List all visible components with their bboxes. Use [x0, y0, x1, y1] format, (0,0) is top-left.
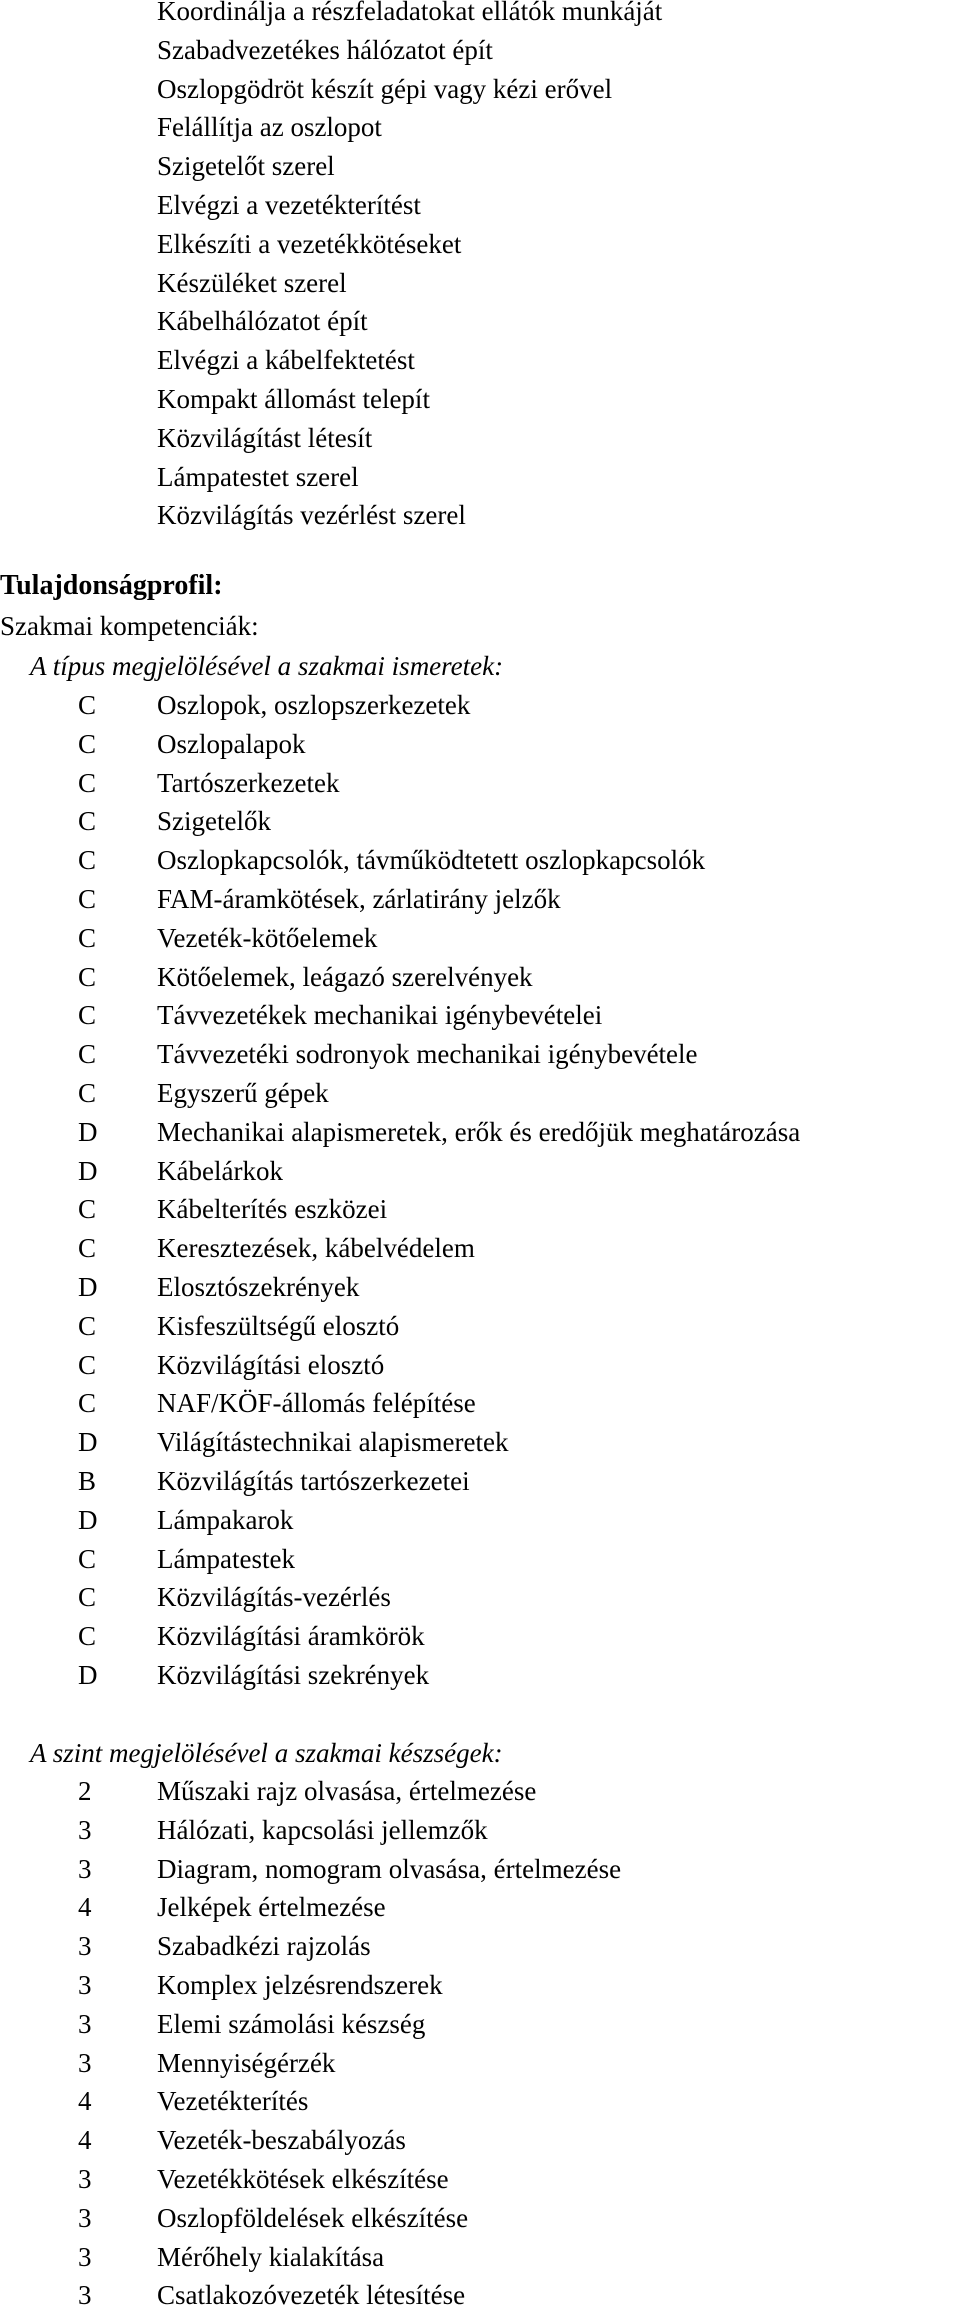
knowledge-type-code: C	[78, 728, 97, 759]
knowledge-type-code: D	[78, 1155, 98, 1186]
skills-heading: A szint megjelölésével a szakmai készségek:	[30, 1738, 503, 1768]
knowledge-text: Kábelárkok	[157, 1155, 283, 1186]
knowledge-type-code: C	[78, 1233, 97, 1264]
knowledge-text: Távvezetékek mechanikai igénybevételei	[157, 1000, 603, 1031]
skill-level: 3	[78, 2047, 92, 2078]
skill-text: Komplex jelzésrendszerek	[157, 1970, 443, 2000]
knowledge-type-code: D	[78, 1272, 98, 1302]
skill-text: Műszaki rajz olvasása, értelmezése	[157, 1776, 537, 1806]
task-item: Oszlopgödröt készít gépi vagy kézi erővel	[157, 73, 613, 104]
task-item: Kompakt állomást telepít	[157, 384, 430, 414]
task-item: Közvilágítás vezérlést szerel	[157, 500, 466, 531]
knowledge-type-code: C	[78, 961, 97, 992]
knowledge-type-code: C	[78, 767, 97, 798]
task-item: Elvégzi a kábelfektetést	[157, 345, 415, 376]
skill-text: Hálózati, kapcsolási jellemzők	[157, 1814, 488, 1845]
knowledge-text: Közvilágítás-vezérlés	[157, 1582, 391, 1613]
knowledge-text: NAF/KÖF-állomás felépítése	[157, 1388, 476, 1419]
knowledge-text: Közvilágítási szekrények	[157, 1660, 430, 1690]
skill-level: 4	[78, 2086, 92, 2117]
knowledge-text: Vezeték-kötőelemek	[157, 922, 378, 953]
knowledge-type-code: D	[78, 1427, 98, 1458]
skill-text: Oszlopföldelések elkészítése	[157, 2202, 469, 2233]
knowledge-type-code: C	[78, 1543, 97, 1574]
task-item: Elkészíti a vezetékkötéseket	[157, 228, 462, 259]
skill-level: 4	[78, 1892, 92, 1923]
knowledge-type-code: C	[78, 1310, 97, 1341]
knowledge-type-code: C	[78, 1078, 97, 1108]
skill-text: Csatlakozóvezeték létesítése	[157, 2280, 466, 2311]
skill-text: Mérőhely kialakítása	[157, 2241, 385, 2272]
knowledge-text: Világítástechnikai alapismeretek	[157, 1427, 509, 1458]
knowledge-text: Oszlopkapcsolók, távműködtetett oszlopkapcsolók	[157, 845, 706, 876]
knowledge-type-code: C	[78, 1039, 97, 1070]
skill-level: 3	[78, 2164, 92, 2194]
knowledge-type-code: C	[78, 1582, 97, 1613]
knowledge-type-code: C	[78, 806, 97, 837]
knowledge-text: Oszlopalapok	[157, 728, 306, 759]
skill-level: 3	[78, 1853, 92, 1884]
knowledge-text: Keresztezések, kábelvédelem	[157, 1233, 475, 1264]
profile-heading: Tulajdonságprofil:	[0, 570, 223, 601]
competencies-heading: Szakmai kompetenciák:	[0, 611, 259, 641]
skill-text: Vezetékterítés	[157, 2086, 309, 2117]
skill-level: 3	[78, 1814, 92, 1845]
knowledge-type-code: C	[78, 845, 97, 876]
knowledge-text: Kábelterítés eszközei	[157, 1194, 388, 1225]
knowledge-text: Mechanikai alapismeretek, erők és eredőjük meghatározása	[157, 1116, 801, 1147]
task-item: Lámpatestet szerel	[157, 461, 359, 492]
task-item: Elvégzi a vezetékterítést	[157, 190, 421, 220]
task-item: Közvilágítást létesít	[157, 422, 373, 453]
knowledge-text: Szigetelők	[157, 806, 271, 837]
skill-level: 2	[78, 1776, 92, 1806]
task-item: Felállítja az oszlopot	[157, 112, 382, 143]
knowledge-type-code: C	[78, 1621, 97, 1652]
task-item: Koordinálja a részfeladatokat ellátók munkáját	[157, 0, 663, 26]
knowledge-text: FAM-áramkötések, zárlatirány jelzők	[157, 884, 561, 914]
knowledge-type-code: C	[78, 884, 97, 914]
knowledge-text: Oszlopok, oszlopszerkezetek	[157, 690, 471, 720]
skill-level: 3	[78, 2008, 92, 2039]
knowledge-type-code: C	[78, 922, 97, 953]
task-item: Szabadvezetékes hálózatot épít	[157, 34, 493, 65]
skill-text: Jelképek értelmezése	[157, 1892, 386, 1923]
knowledge-text: Kisfeszültségű elosztó	[157, 1310, 400, 1341]
knowledge-type-code: B	[78, 1466, 97, 1496]
task-item: Szigetelőt szerel	[157, 151, 335, 182]
knowledge-text: Lámpakarok	[157, 1504, 294, 1535]
knowledge-heading: A típus megjelölésével a szakmai ismeretek:	[30, 651, 504, 681]
skill-text: Diagram, nomogram olvasása, értelmezése	[157, 1853, 622, 1884]
task-item: Készüléket szerel	[157, 267, 347, 298]
knowledge-type-code: C	[78, 1349, 97, 1380]
skill-level: 4	[78, 2125, 92, 2156]
knowledge-type-code: C	[78, 690, 97, 720]
knowledge-text: Közvilágítás tartószerkezetei	[157, 1466, 470, 1496]
skill-level: 3	[78, 2202, 92, 2233]
skill-text: Vezeték-beszabályozás	[157, 2125, 406, 2156]
knowledge-text: Elosztószekrények	[157, 1272, 360, 1302]
skill-level: 3	[78, 1970, 92, 2000]
skill-text: Elemi számolási készség	[157, 2008, 426, 2039]
skill-level: 3	[78, 2280, 92, 2311]
knowledge-text: Kötőelemek, leágazó szerelvények	[157, 961, 533, 992]
knowledge-type-code: D	[78, 1116, 98, 1147]
skill-text: Mennyiségérzék	[157, 2047, 336, 2078]
task-item: Kábelhálózatot épít	[157, 306, 368, 337]
knowledge-type-code: C	[78, 1000, 97, 1031]
skill-level: 3	[78, 1931, 92, 1962]
knowledge-type-code: D	[78, 1504, 98, 1535]
knowledge-type-code: D	[78, 1660, 98, 1690]
skill-text: Szabadkézi rajzolás	[157, 1931, 371, 1962]
knowledge-text: Egyszerű gépek	[157, 1078, 329, 1108]
knowledge-text: Közvilágítási elosztó	[157, 1349, 385, 1380]
knowledge-text: Lámpatestek	[157, 1543, 295, 1574]
knowledge-text: Tartószerkezetek	[157, 767, 340, 798]
knowledge-text: Közvilágítási áramkörök	[157, 1621, 425, 1652]
knowledge-type-code: C	[78, 1194, 97, 1225]
knowledge-text: Távvezetéki sodronyok mechanikai igénybevétele	[157, 1039, 698, 1070]
skill-text: Vezetékkötések elkészítése	[157, 2164, 449, 2194]
knowledge-type-code: C	[78, 1388, 97, 1419]
skill-level: 3	[78, 2241, 92, 2272]
